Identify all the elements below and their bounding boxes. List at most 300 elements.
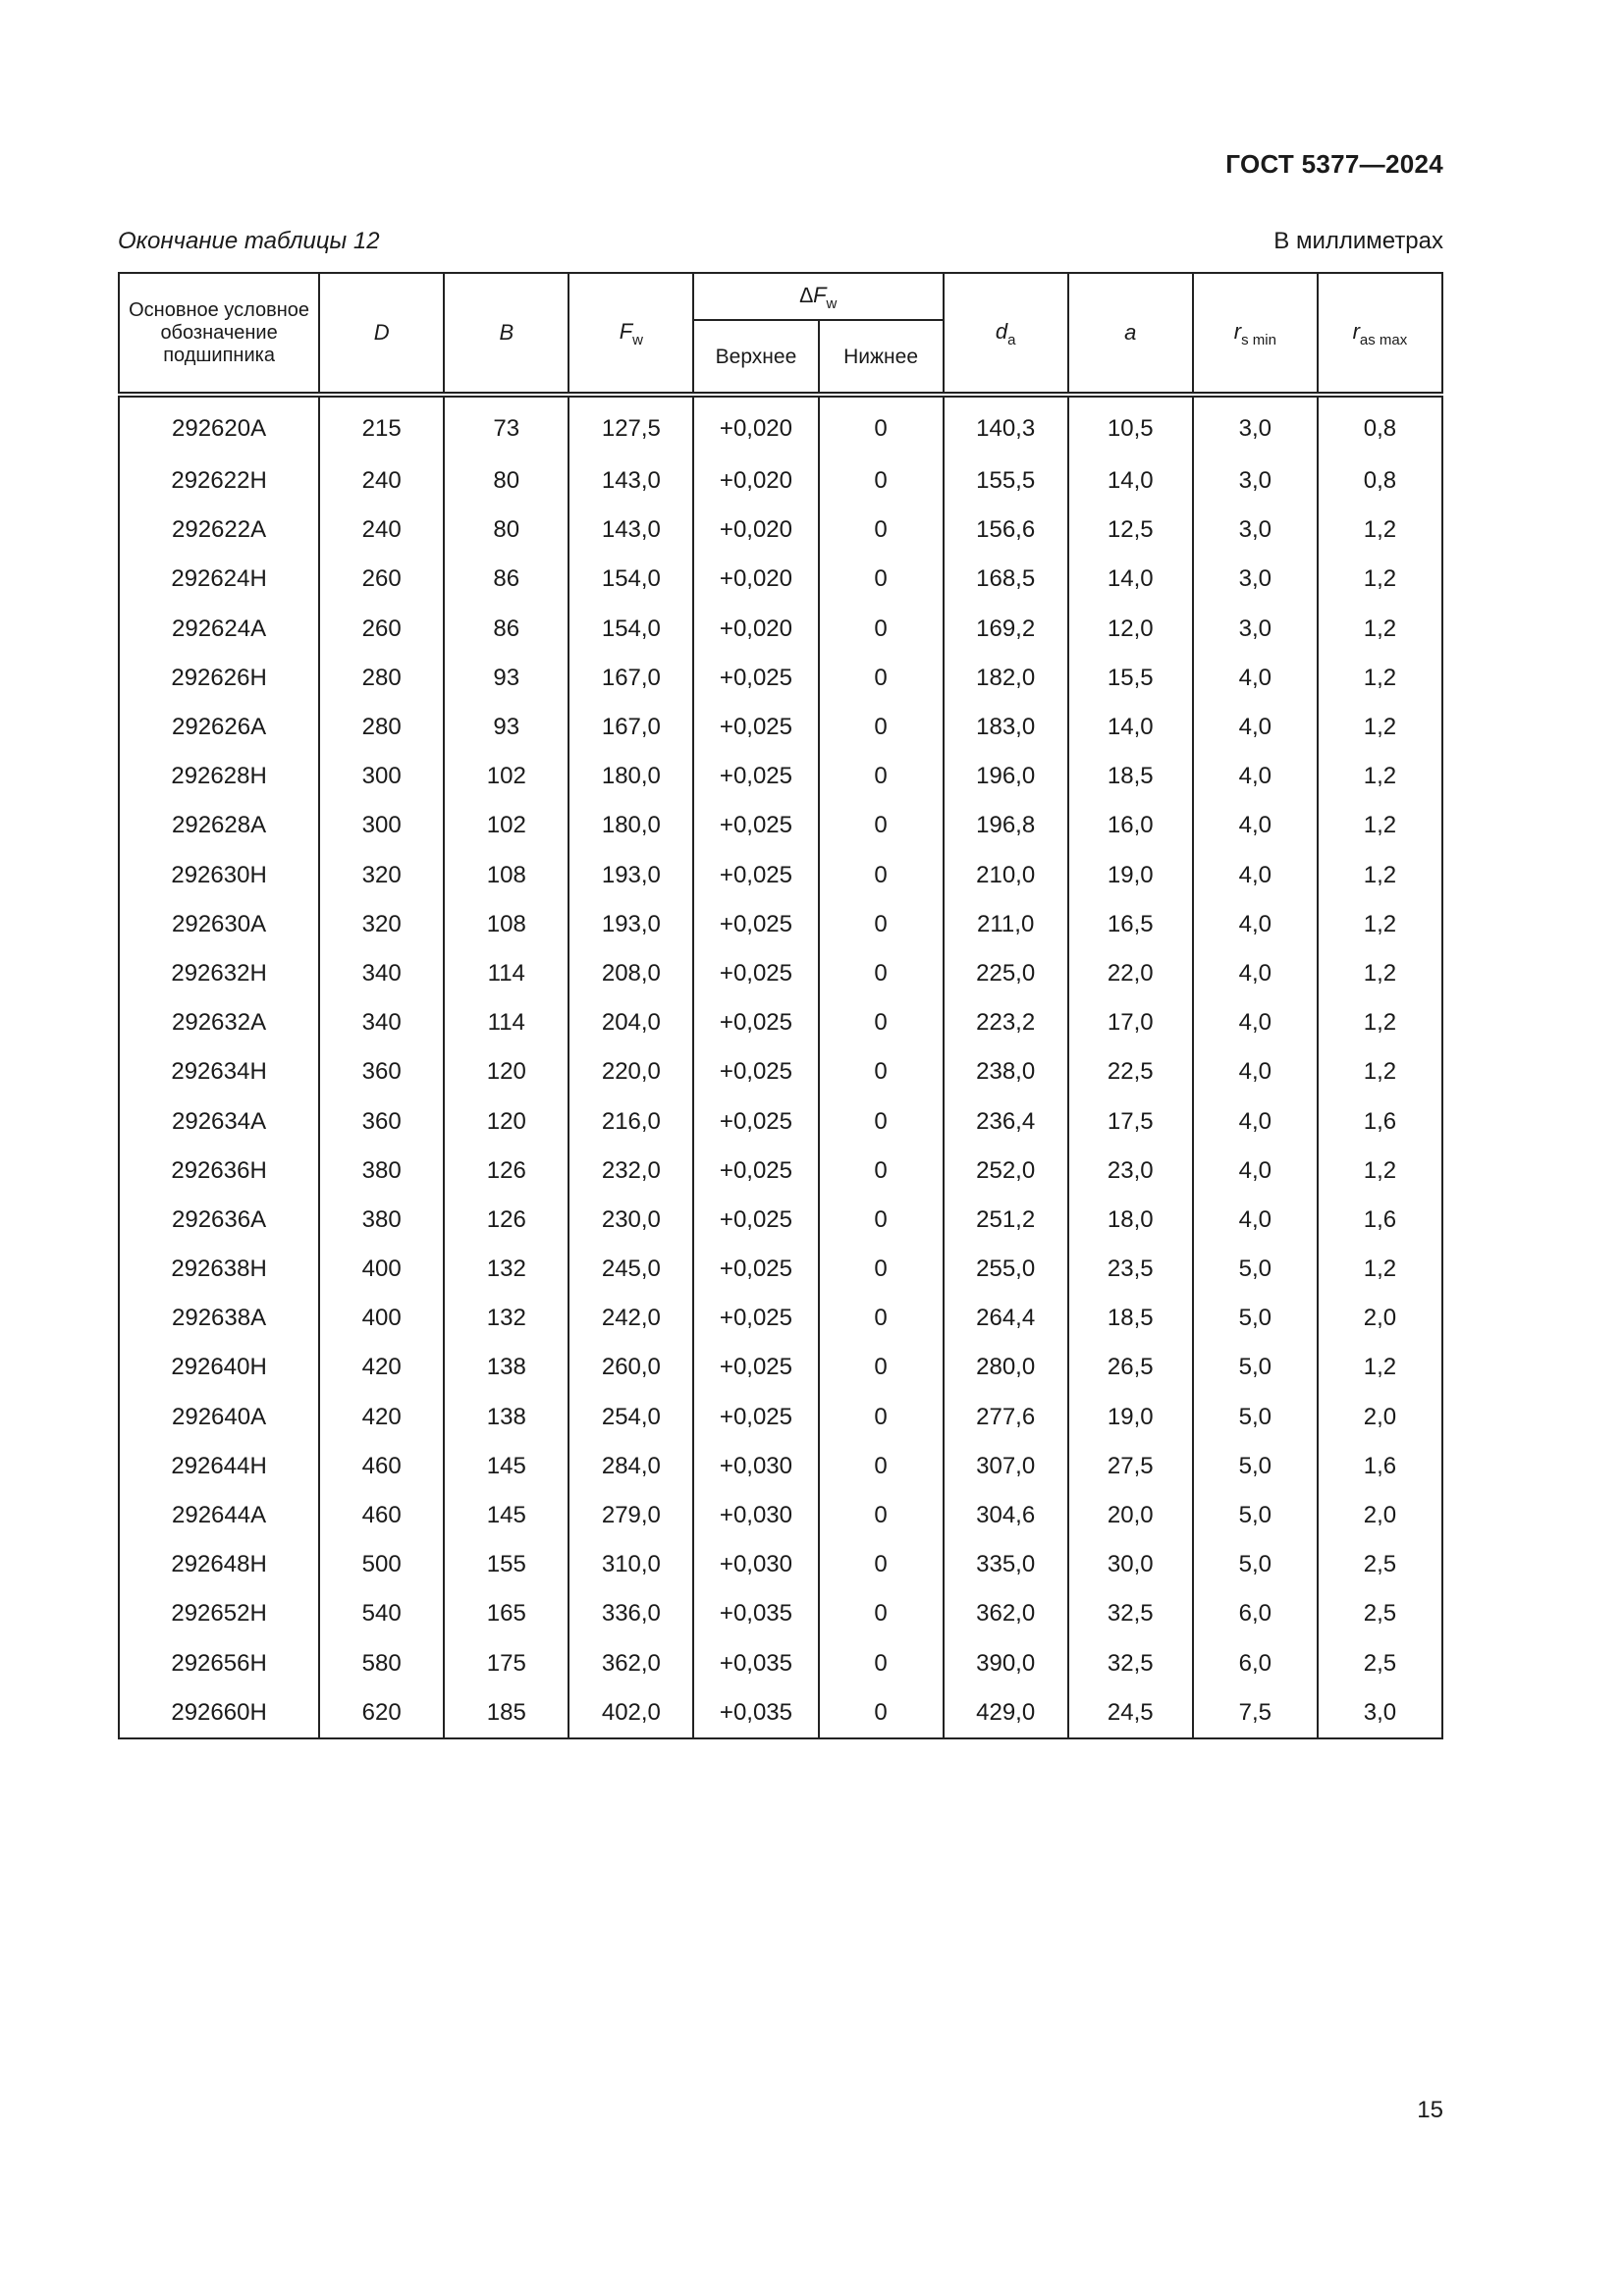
cell-dFw-lower: 0 — [819, 998, 944, 1047]
cell-D: 620 — [319, 1688, 444, 1738]
cell-dFw-upper: +0,035 — [693, 1639, 818, 1688]
cell-D: 360 — [319, 1047, 444, 1096]
cell-B: 126 — [444, 1147, 568, 1196]
table-row — [119, 900, 1442, 949]
cell-dFw-upper: +0,025 — [693, 1147, 818, 1196]
cell-Fw: 180,0 — [568, 752, 693, 801]
cell-a: 24,5 — [1068, 1688, 1193, 1738]
table-row — [119, 1491, 1442, 1540]
cell-dFw-lower: 0 — [819, 506, 944, 555]
cell-dFw-upper: +0,025 — [693, 1245, 818, 1294]
table-row — [119, 605, 1442, 654]
cell-dFw-upper: +0,025 — [693, 1294, 818, 1343]
cell-dFw-upper: +0,020 — [693, 395, 818, 456]
cell-rs-min: 5,0 — [1193, 1393, 1318, 1442]
cell-a: 32,5 — [1068, 1639, 1193, 1688]
cell-da: 223,2 — [944, 998, 1068, 1047]
cell-designation: 292628A — [119, 801, 319, 850]
cell-B: 93 — [444, 703, 568, 752]
cell-da: 390,0 — [944, 1639, 1068, 1688]
cell-dFw-lower: 0 — [819, 703, 944, 752]
cell-designation: 292644A — [119, 1491, 319, 1540]
cell-D: 540 — [319, 1589, 444, 1638]
cell-D: 400 — [319, 1245, 444, 1294]
cell-da: 210,0 — [944, 851, 1068, 900]
cell-dFw-lower: 0 — [819, 1147, 944, 1196]
cell-ras-max: 0,8 — [1318, 395, 1442, 456]
header-a — [1068, 273, 1193, 395]
cell-dFw-lower: 0 — [819, 949, 944, 998]
cell-a: 10,5 — [1068, 395, 1193, 456]
cell-B: 102 — [444, 752, 568, 801]
cell-dFw-upper: +0,025 — [693, 1047, 818, 1096]
cell-rs-min: 4,0 — [1193, 949, 1318, 998]
cell-rs-min: 5,0 — [1193, 1294, 1318, 1343]
header-rs-min-symbol: r — [1233, 318, 1242, 344]
cell-dFw-lower: 0 — [819, 1589, 944, 1638]
cell-dFw-upper: +0,025 — [693, 998, 818, 1047]
cell-D: 420 — [319, 1343, 444, 1392]
cell-dFw-lower: 0 — [819, 395, 944, 456]
page-number: 15 — [1417, 2097, 1443, 2123]
cell-da: 140,3 — [944, 395, 1068, 456]
cell-a: 18,5 — [1068, 752, 1193, 801]
cell-a: 22,5 — [1068, 1047, 1193, 1096]
cell-D: 260 — [319, 555, 444, 604]
cell-dFw-upper: +0,025 — [693, 801, 818, 850]
cell-Fw: 154,0 — [568, 605, 693, 654]
cell-dFw-lower: 0 — [819, 456, 944, 506]
cell-designation: 292640H — [119, 1343, 319, 1392]
cell-ras-max: 1,2 — [1318, 752, 1442, 801]
cell-a: 16,0 — [1068, 801, 1193, 850]
cell-a: 18,0 — [1068, 1196, 1193, 1245]
cell-da: 168,5 — [944, 555, 1068, 604]
header-delta-Fw — [693, 273, 943, 320]
cell-da: 429,0 — [944, 1688, 1068, 1738]
cell-designation: 292634H — [119, 1047, 319, 1096]
cell-a: 19,0 — [1068, 1393, 1193, 1442]
cell-B: 80 — [444, 506, 568, 555]
cell-designation: 292620A — [119, 395, 319, 456]
cell-dFw-upper: +0,030 — [693, 1540, 818, 1589]
header-da — [944, 273, 1068, 395]
cell-B: 73 — [444, 395, 568, 456]
cell-B: 175 — [444, 1639, 568, 1688]
header-B — [444, 273, 568, 395]
cell-dFw-lower: 0 — [819, 1294, 944, 1343]
table-caption: Окончание таблицы 12 — [118, 228, 380, 254]
cell-designation: 292624H — [119, 555, 319, 604]
cell-D: 400 — [319, 1294, 444, 1343]
table-row — [119, 1196, 1442, 1245]
cell-B: 132 — [444, 1294, 568, 1343]
cell-D: 240 — [319, 456, 444, 506]
cell-B: 114 — [444, 949, 568, 998]
cell-rs-min: 4,0 — [1193, 752, 1318, 801]
cell-D: 215 — [319, 395, 444, 456]
cell-rs-min: 4,0 — [1193, 801, 1318, 850]
cell-D: 280 — [319, 703, 444, 752]
table-row — [119, 1589, 1442, 1638]
cell-dFw-lower: 0 — [819, 801, 944, 850]
cell-dFw-lower: 0 — [819, 1245, 944, 1294]
cell-da: 280,0 — [944, 1343, 1068, 1392]
cell-dFw-lower: 0 — [819, 1393, 944, 1442]
cell-designation: 292640A — [119, 1393, 319, 1442]
cell-dFw-lower: 0 — [819, 1540, 944, 1589]
cell-da: 196,8 — [944, 801, 1068, 850]
table-row — [119, 1639, 1442, 1688]
cell-rs-min: 6,0 — [1193, 1639, 1318, 1688]
cell-ras-max: 2,0 — [1318, 1491, 1442, 1540]
cell-Fw: 336,0 — [568, 1589, 693, 1638]
cell-B: 120 — [444, 1096, 568, 1146]
cell-da: 252,0 — [944, 1147, 1068, 1196]
cell-ras-max: 1,6 — [1318, 1196, 1442, 1245]
cell-a: 26,5 — [1068, 1343, 1193, 1392]
cell-designation: 292648H — [119, 1540, 319, 1589]
cell-rs-min: 3,0 — [1193, 395, 1318, 456]
cell-ras-max: 1,2 — [1318, 555, 1442, 604]
cell-Fw: 284,0 — [568, 1442, 693, 1491]
cell-rs-min: 5,0 — [1193, 1245, 1318, 1294]
cell-D: 260 — [319, 605, 444, 654]
cell-B: 80 — [444, 456, 568, 506]
cell-rs-min: 4,0 — [1193, 703, 1318, 752]
cell-B: 86 — [444, 555, 568, 604]
cell-dFw-upper: +0,020 — [693, 555, 818, 604]
cell-Fw: 143,0 — [568, 506, 693, 555]
cell-D: 300 — [319, 752, 444, 801]
cell-Fw: 260,0 — [568, 1343, 693, 1392]
cell-ras-max: 1,2 — [1318, 851, 1442, 900]
cell-B: 114 — [444, 998, 568, 1047]
cell-a: 16,5 — [1068, 900, 1193, 949]
cell-Fw: 220,0 — [568, 1047, 693, 1096]
header-delta-Fw-subscript: w — [826, 294, 838, 312]
cell-Fw: 279,0 — [568, 1491, 693, 1540]
cell-dFw-lower: 0 — [819, 752, 944, 801]
cell-ras-max: 1,2 — [1318, 998, 1442, 1047]
cell-B: 185 — [444, 1688, 568, 1738]
table-row — [119, 1294, 1442, 1343]
cell-da: 277,6 — [944, 1393, 1068, 1442]
cell-dFw-upper: +0,030 — [693, 1442, 818, 1491]
cell-da: 264,4 — [944, 1294, 1068, 1343]
cell-dFw-lower: 0 — [819, 1442, 944, 1491]
cell-designation: 292656H — [119, 1639, 319, 1688]
cell-rs-min: 6,0 — [1193, 1589, 1318, 1638]
cell-D: 460 — [319, 1442, 444, 1491]
cell-designation: 292628H — [119, 752, 319, 801]
cell-designation: 292630H — [119, 851, 319, 900]
table-row — [119, 1393, 1442, 1442]
cell-ras-max: 2,5 — [1318, 1589, 1442, 1638]
cell-D: 420 — [319, 1393, 444, 1442]
cell-a: 12,5 — [1068, 506, 1193, 555]
cell-da: 307,0 — [944, 1442, 1068, 1491]
cell-ras-max: 2,0 — [1318, 1294, 1442, 1343]
cell-designation: 292634A — [119, 1096, 319, 1146]
cell-B: 126 — [444, 1196, 568, 1245]
cell-rs-min: 4,0 — [1193, 1047, 1318, 1096]
table-row — [119, 703, 1442, 752]
cell-B: 138 — [444, 1393, 568, 1442]
cell-da: 251,2 — [944, 1196, 1068, 1245]
table-row — [119, 801, 1442, 850]
cell-ras-max: 1,2 — [1318, 1047, 1442, 1096]
cell-D: 380 — [319, 1147, 444, 1196]
cell-dFw-upper: +0,025 — [693, 1096, 818, 1146]
cell-dFw-lower: 0 — [819, 1047, 944, 1096]
table-row — [119, 1047, 1442, 1096]
cell-B: 145 — [444, 1491, 568, 1540]
document-code: ГОСТ 5377—2024 — [1225, 149, 1443, 179]
cell-D: 240 — [319, 506, 444, 555]
cell-ras-max: 1,2 — [1318, 801, 1442, 850]
cell-designation: 292636H — [119, 1147, 319, 1196]
cell-da: 255,0 — [944, 1245, 1068, 1294]
cell-rs-min: 4,0 — [1193, 851, 1318, 900]
cell-rs-min: 4,0 — [1193, 900, 1318, 949]
cell-dFw-upper: +0,030 — [693, 1491, 818, 1540]
bearing-dimensions-table — [118, 272, 1443, 1739]
cell-D: 360 — [319, 1096, 444, 1146]
cell-D: 500 — [319, 1540, 444, 1589]
cell-D: 380 — [319, 1196, 444, 1245]
cell-designation: 292638H — [119, 1245, 319, 1294]
header-D-label: D — [373, 320, 390, 345]
cell-B: 102 — [444, 801, 568, 850]
cell-a: 17,0 — [1068, 998, 1193, 1047]
cell-B: 108 — [444, 851, 568, 900]
cell-ras-max: 1,6 — [1318, 1442, 1442, 1491]
cell-dFw-upper: +0,035 — [693, 1688, 818, 1738]
cell-designation: 292638A — [119, 1294, 319, 1343]
cell-a: 17,5 — [1068, 1096, 1193, 1146]
cell-B: 165 — [444, 1589, 568, 1638]
cell-rs-min: 4,0 — [1193, 1096, 1318, 1146]
cell-rs-min: 3,0 — [1193, 456, 1318, 506]
cell-Fw: 362,0 — [568, 1639, 693, 1688]
header-a-label: a — [1124, 320, 1137, 345]
cell-Fw: 245,0 — [568, 1245, 693, 1294]
cell-a: 15,5 — [1068, 654, 1193, 703]
cell-da: 225,0 — [944, 949, 1068, 998]
cell-dFw-upper: +0,025 — [693, 949, 818, 998]
header-ras-max — [1318, 273, 1442, 395]
cell-a: 14,0 — [1068, 456, 1193, 506]
cell-ras-max: 1,2 — [1318, 1147, 1442, 1196]
cell-rs-min: 4,0 — [1193, 654, 1318, 703]
cell-dFw-lower: 0 — [819, 900, 944, 949]
cell-a: 12,0 — [1068, 605, 1193, 654]
cell-dFw-upper: +0,025 — [693, 703, 818, 752]
cell-B: 86 — [444, 605, 568, 654]
cell-ras-max: 1,2 — [1318, 654, 1442, 703]
cell-rs-min: 5,0 — [1193, 1491, 1318, 1540]
table-row — [119, 1343, 1442, 1392]
header-D — [319, 273, 444, 395]
cell-B: 108 — [444, 900, 568, 949]
cell-Fw: 204,0 — [568, 998, 693, 1047]
cell-designation: 292636A — [119, 1196, 319, 1245]
header-bearing-designation-label: Основное условное обозначение подшипника — [129, 298, 310, 366]
cell-ras-max: 1,2 — [1318, 949, 1442, 998]
cell-a: 27,5 — [1068, 1442, 1193, 1491]
table-row — [119, 1540, 1442, 1589]
cell-designation: 292660H — [119, 1688, 319, 1738]
table-row — [119, 1245, 1442, 1294]
cell-Fw: 154,0 — [568, 555, 693, 604]
cell-a: 18,5 — [1068, 1294, 1193, 1343]
header-upper-label: Верхнее — [715, 346, 797, 368]
cell-dFw-lower: 0 — [819, 1096, 944, 1146]
cell-designation: 292644H — [119, 1442, 319, 1491]
cell-B: 155 — [444, 1540, 568, 1589]
cell-D: 320 — [319, 900, 444, 949]
header-ras-max-subscript: as max — [1359, 331, 1408, 348]
header-ras-max-symbol: r — [1352, 318, 1360, 344]
cell-ras-max: 1,2 — [1318, 900, 1442, 949]
cell-ras-max: 1,2 — [1318, 1245, 1442, 1294]
table-header — [119, 273, 1442, 395]
cell-Fw: 180,0 — [568, 801, 693, 850]
cell-ras-max: 1,2 — [1318, 703, 1442, 752]
cell-D: 460 — [319, 1491, 444, 1540]
cell-dFw-lower: 0 — [819, 605, 944, 654]
cell-da: 169,2 — [944, 605, 1068, 654]
cell-dFw-upper: +0,020 — [693, 605, 818, 654]
table-row — [119, 456, 1442, 506]
cell-dFw-lower: 0 — [819, 555, 944, 604]
cell-D: 300 — [319, 801, 444, 850]
cell-ras-max: 1,2 — [1318, 605, 1442, 654]
cell-da: 335,0 — [944, 1540, 1068, 1589]
cell-da: 238,0 — [944, 1047, 1068, 1096]
cell-designation: 292626A — [119, 703, 319, 752]
cell-rs-min: 4,0 — [1193, 998, 1318, 1047]
cell-Fw: 193,0 — [568, 851, 693, 900]
cell-da: 155,5 — [944, 456, 1068, 506]
cell-designation: 292624A — [119, 605, 319, 654]
header-rs-min — [1193, 273, 1318, 395]
table-row — [119, 555, 1442, 604]
cell-designation: 292632A — [119, 998, 319, 1047]
cell-dFw-lower: 0 — [819, 1196, 944, 1245]
cell-dFw-lower: 0 — [819, 1688, 944, 1738]
cell-Fw: 402,0 — [568, 1688, 693, 1738]
cell-a: 32,5 — [1068, 1589, 1193, 1638]
cell-dFw-lower: 0 — [819, 851, 944, 900]
cell-designation: 292626H — [119, 654, 319, 703]
cell-dFw-lower: 0 — [819, 1343, 944, 1392]
cell-da: 362,0 — [944, 1589, 1068, 1638]
cell-a: 14,0 — [1068, 555, 1193, 604]
cell-ras-max: 1,2 — [1318, 1343, 1442, 1392]
cell-Fw: 208,0 — [568, 949, 693, 998]
cell-B: 138 — [444, 1343, 568, 1392]
cell-D: 340 — [319, 949, 444, 998]
cell-da: 236,4 — [944, 1096, 1068, 1146]
cell-rs-min: 5,0 — [1193, 1442, 1318, 1491]
cell-dFw-lower: 0 — [819, 654, 944, 703]
cell-da: 196,0 — [944, 752, 1068, 801]
table-row — [119, 1147, 1442, 1196]
cell-designation: 292622H — [119, 456, 319, 506]
cell-designation: 292632H — [119, 949, 319, 998]
cell-D: 340 — [319, 998, 444, 1047]
cell-rs-min: 4,0 — [1193, 1196, 1318, 1245]
cell-a: 19,0 — [1068, 851, 1193, 900]
cell-Fw: 232,0 — [568, 1147, 693, 1196]
table-row — [119, 752, 1442, 801]
cell-B: 145 — [444, 1442, 568, 1491]
cell-da: 183,0 — [944, 703, 1068, 752]
header-lower-label: Нижнее — [843, 346, 919, 368]
header-Fw-subscript: w — [632, 331, 644, 348]
table-row — [119, 1442, 1442, 1491]
cell-D: 320 — [319, 851, 444, 900]
cell-Fw: 167,0 — [568, 654, 693, 703]
cell-dFw-upper: +0,025 — [693, 654, 818, 703]
cell-dFw-upper: +0,025 — [693, 851, 818, 900]
cell-Fw: 230,0 — [568, 1196, 693, 1245]
cell-Fw: 216,0 — [568, 1096, 693, 1146]
cell-B: 120 — [444, 1047, 568, 1096]
cell-rs-min: 5,0 — [1193, 1540, 1318, 1589]
cell-a: 23,0 — [1068, 1147, 1193, 1196]
cell-designation: 292652H — [119, 1589, 319, 1638]
cell-Fw: 127,5 — [568, 395, 693, 456]
cell-rs-min: 5,0 — [1193, 1343, 1318, 1392]
cell-dFw-lower: 0 — [819, 1639, 944, 1688]
cell-a: 20,0 — [1068, 1491, 1193, 1540]
cell-B: 132 — [444, 1245, 568, 1294]
cell-rs-min: 3,0 — [1193, 605, 1318, 654]
cell-dFw-upper: +0,025 — [693, 752, 818, 801]
table-row — [119, 506, 1442, 555]
cell-D: 580 — [319, 1639, 444, 1688]
cell-da: 211,0 — [944, 900, 1068, 949]
cell-B: 93 — [444, 654, 568, 703]
header-upper — [693, 320, 818, 395]
cell-ras-max: 2,5 — [1318, 1639, 1442, 1688]
cell-designation: 292630A — [119, 900, 319, 949]
cell-a: 14,0 — [1068, 703, 1193, 752]
cell-D: 280 — [319, 654, 444, 703]
header-Fw-symbol: F — [619, 318, 633, 344]
cell-dFw-upper: +0,020 — [693, 506, 818, 555]
cell-rs-min: 7,5 — [1193, 1688, 1318, 1738]
cell-a: 30,0 — [1068, 1540, 1193, 1589]
cell-a: 23,5 — [1068, 1245, 1193, 1294]
table-row — [119, 851, 1442, 900]
cell-dFw-upper: +0,025 — [693, 1393, 818, 1442]
header-rs-min-subscript: s min — [1241, 331, 1276, 348]
cell-Fw: 310,0 — [568, 1540, 693, 1589]
header-da-subscript: a — [1007, 331, 1016, 348]
table-row — [119, 654, 1442, 703]
cell-ras-max: 0,8 — [1318, 456, 1442, 506]
cell-a: 22,0 — [1068, 949, 1193, 998]
cell-rs-min: 4,0 — [1193, 1147, 1318, 1196]
header-delta-Fw-symbol: ∆F — [799, 282, 827, 307]
cell-ras-max: 2,0 — [1318, 1393, 1442, 1442]
header-Fw — [568, 273, 693, 395]
cell-da: 182,0 — [944, 654, 1068, 703]
